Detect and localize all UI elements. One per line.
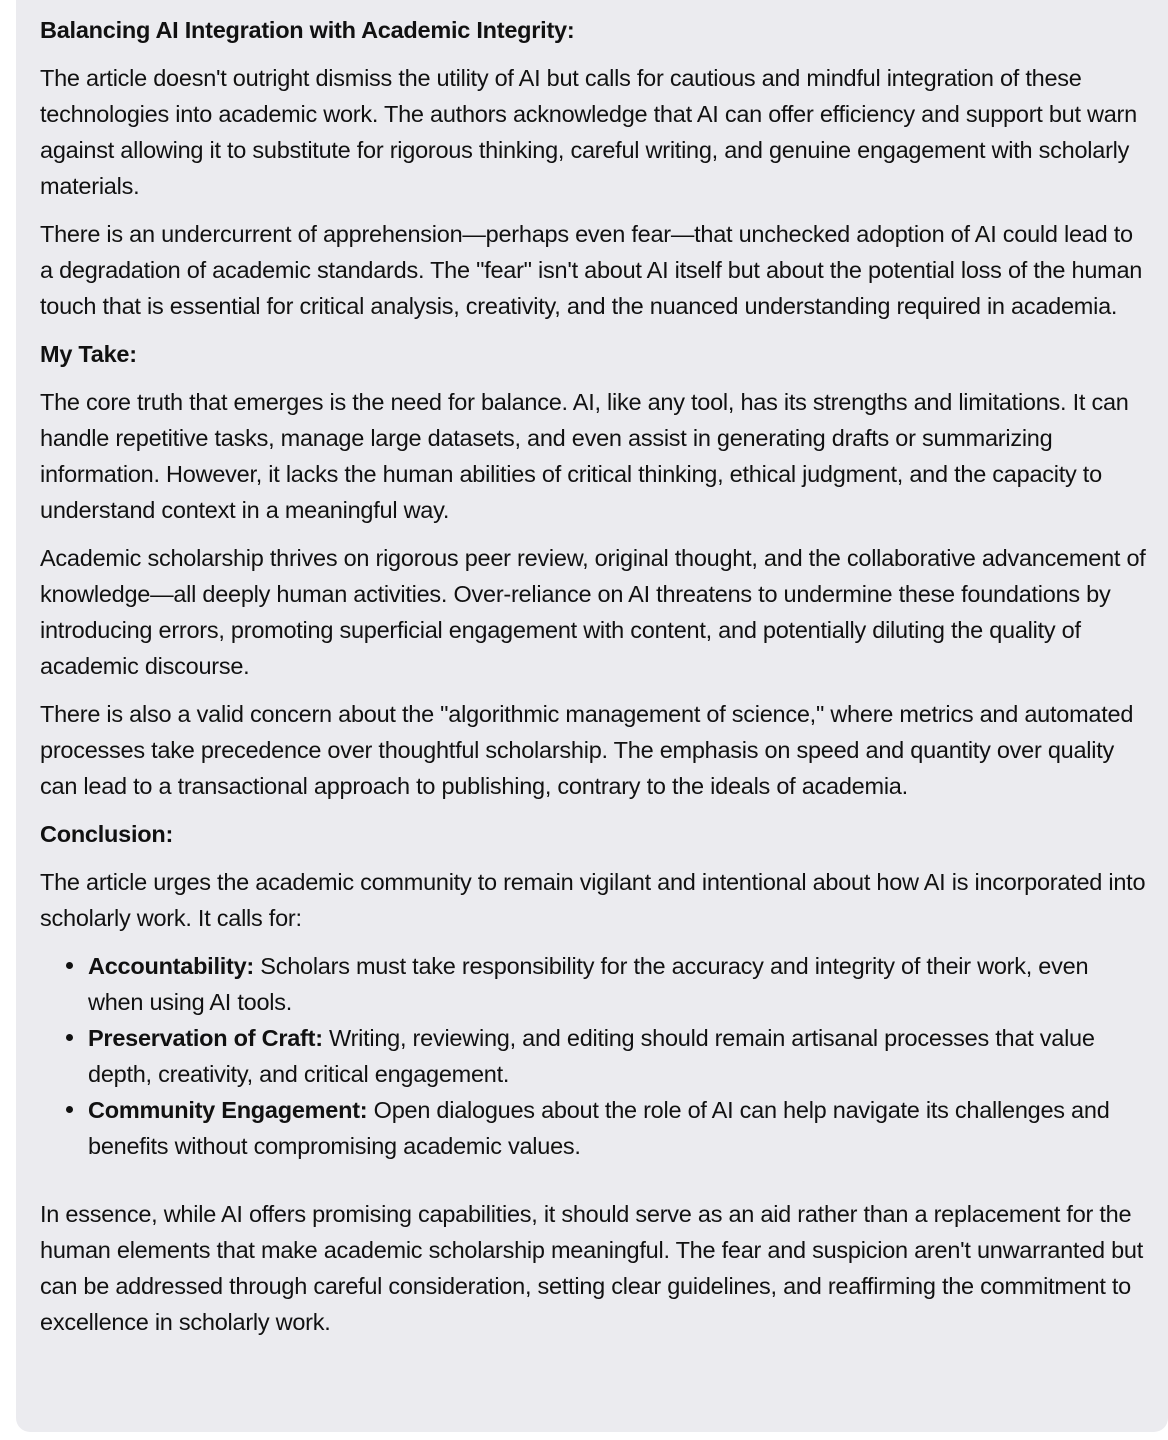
paragraph-balancing-1: The article doesn't outright dismiss the utility of AI but calls for cautious and mindful integration of these technologies into academic work. The authors acknowledge that AI can offer efficiency and support but warn against allowing it to substitute for rigorous thinking, careful writing, and genuine engagement with scholarly materials.	[40, 65, 1137, 199]
assistant-message-bubble	[16, 0, 1168, 1432]
section-heading-balancing: Balancing AI Integration with Academic Integrity:	[40, 17, 575, 43]
paragraph-take-3: There is also a valid concern about the "algorithmic management of science," where metrics and automated processes take precedence over thoughtful scholarship. The emphasis on speed and quantity over quality can lead to a transactional approach to publishing, contrary to the ideals of academia.	[40, 701, 1134, 799]
paragraph-conclusion: The article urges the academic community to remain vigilant and intentional about how AI is incorporated into scholarly work. It calls for:	[40, 869, 1146, 931]
conclusion-bullet-list	[40, 948, 1142, 1164]
bullet-term: Accountability:	[88, 953, 254, 979]
paragraph-take-2: Academic scholarship thrives on rigorous peer review, original thought, and the collaborative advancement of knowledge—all deeply human activities. Over-reliance on AI threatens to undermine these foundations by introducing errors, promoting superficial engagement with content, and potentially diluting the quality of academic discourse.	[40, 545, 1146, 679]
bullet-community-engagement	[88, 1092, 1142, 1164]
section-heading-conclusion: Conclusion:	[40, 821, 174, 847]
bullet-text: Open dialogues about the role of AI can help navigate its challenges and benefits without compromising academic values.	[88, 1097, 1110, 1159]
section-heading-my-take: My Take:	[40, 341, 137, 367]
bullet-accountability	[88, 948, 1142, 1020]
bullet-text: Scholars must take responsibility for the accuracy and integrity of their work, even when using AI tools.	[88, 953, 1089, 1015]
bullet-dot-icon	[66, 1034, 73, 1041]
bullet-dot-icon	[66, 962, 73, 969]
paragraph-final: In essence, while AI offers promising capabilities, it should serve as an aid rather than a replacement for the human elements that make academic scholarship meaningful. The fear and suspicion aren't unwarranted but can be addressed through careful consideration, setting clear guidelines, and reaffirming the commitment to excellence in scholarly work.	[40, 1201, 1144, 1335]
bullet-preservation-of-craft	[88, 1020, 1142, 1092]
bullet-term: Community Engagement:	[88, 1097, 368, 1123]
paragraph-balancing-2: There is an undercurrent of apprehension—perhaps even fear—that unchecked adoption of AI could lead to a degradation of academic standards. The "fear" isn't about AI itself but about the potential loss of the human touch that is essential for critical analysis, creativity, and the nuanced understanding required in academia.	[40, 221, 1143, 319]
bullet-text: Writing, reviewing, and editing should remain artisanal processes that value depth, creativity, and critical engagement.	[88, 1025, 1095, 1087]
paragraph-take-1: The core truth that emerges is the need for balance. AI, like any tool, has its strengths and limitations. It can handle repetitive tasks, manage large datasets, and even assist in generating drafts or summarizing information. However, it lacks the human abilities of critical thinking, ethical judgment, and the capacity to understand context in a meaningful way.	[40, 389, 1129, 523]
bullet-term: Preservation of Craft:	[88, 1025, 323, 1051]
bullet-dot-icon	[66, 1106, 73, 1113]
